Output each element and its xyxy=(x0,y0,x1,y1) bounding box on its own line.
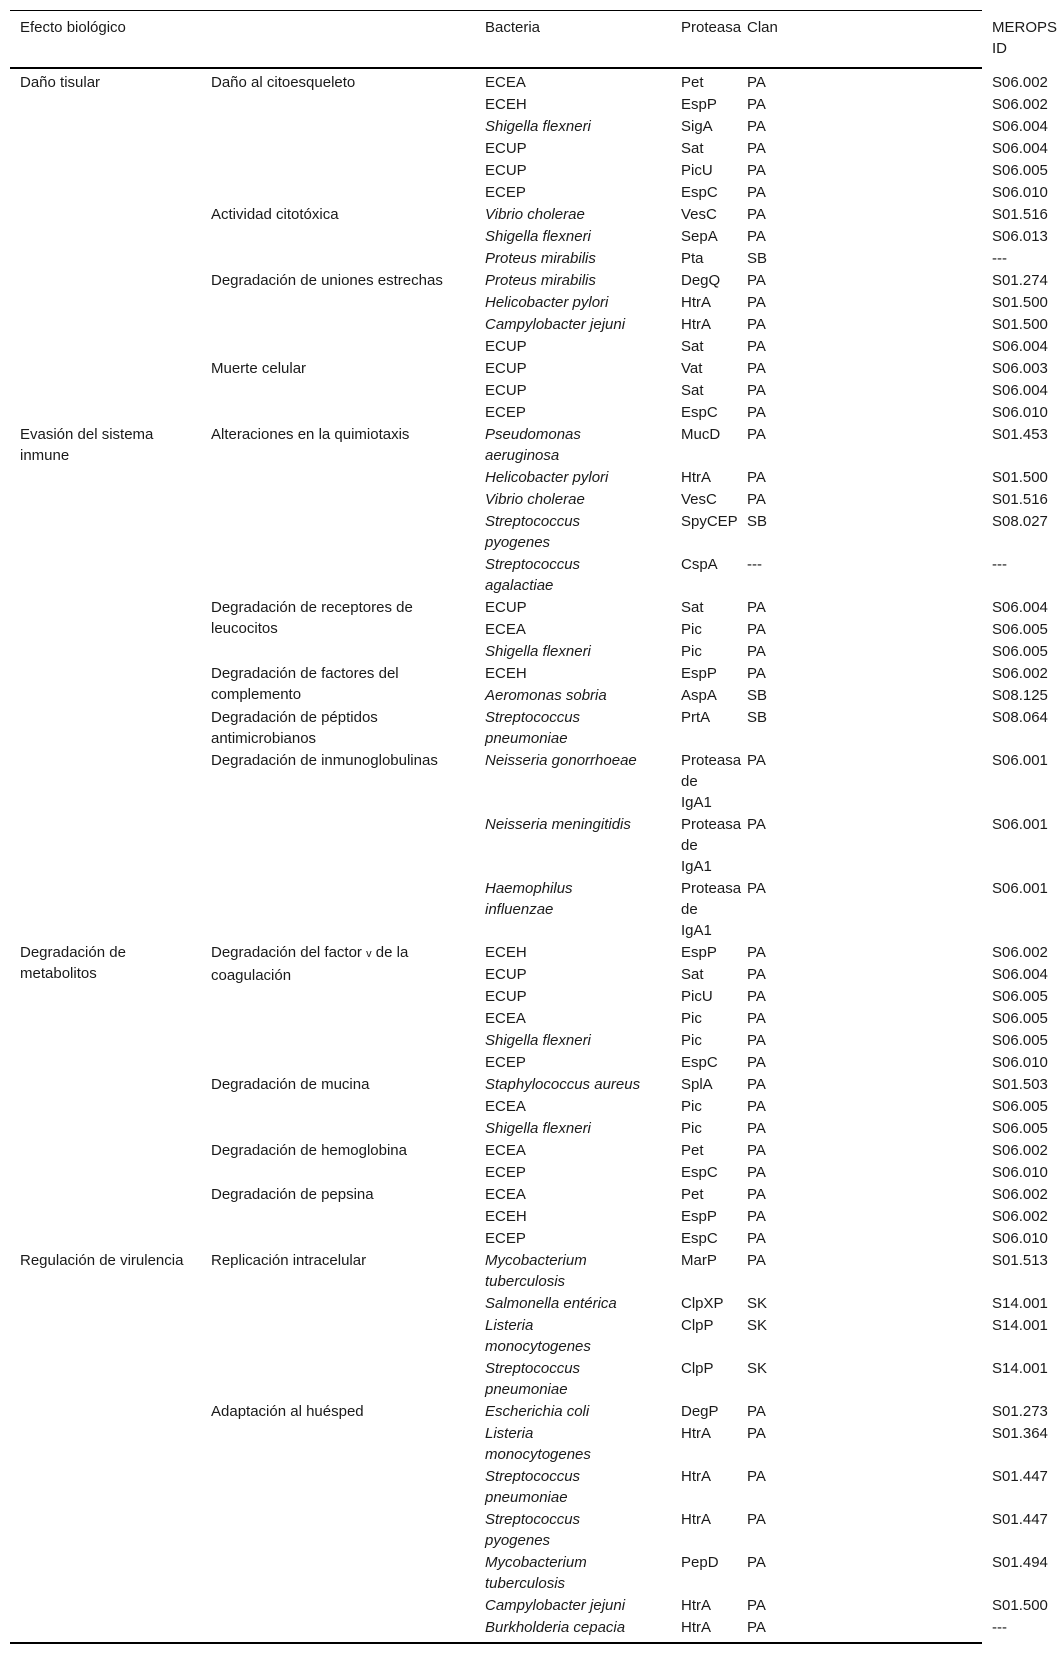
table-row: Listeria monocytogenes HtrA PA S01.364 xyxy=(10,1422,982,1465)
table-row: Degradación de uniones estrechas Proteus mirabilis DegQ PA S01.274 xyxy=(10,269,982,291)
bacteria-cell: ECUP xyxy=(485,162,527,179)
protease-cell: CspA xyxy=(681,556,718,573)
bacteria-cell: Shigella flexneri xyxy=(485,643,591,660)
clan-cell: PA xyxy=(747,1076,766,1093)
header-bacteria: Bacteria xyxy=(485,19,541,36)
protease-cell: Proteasa de IgA1 xyxy=(681,816,742,875)
bacteria-cell: Helicobacter pylori xyxy=(485,294,609,311)
protease-cell: Sat xyxy=(681,382,704,399)
clan-cell: PA xyxy=(747,382,766,399)
bacteria-cell: Mycobacterium tuberculosis xyxy=(485,1554,587,1592)
protease-cell: MucD xyxy=(681,426,721,443)
bacteria-cell: ECEH xyxy=(485,944,527,961)
bacteria-cell: ECEH xyxy=(485,665,527,682)
table-row: Helicobacter pylori HtrA PA S01.500 xyxy=(10,466,982,488)
protease-cell: Pic xyxy=(681,1010,702,1027)
table-row: ECEH EspP PA S06.002 xyxy=(10,93,982,115)
clan-cell: PA xyxy=(747,1403,766,1420)
protease-cell: SpyCEP xyxy=(681,513,738,530)
table-row: Degradación de factores del complemento ECEH EspP PA S06.002 xyxy=(10,662,982,684)
protease-cell: SplA xyxy=(681,1076,713,1093)
clan-cell: PA xyxy=(747,1032,766,1049)
table-row: Burkholderia cepacia HtrA PA --- xyxy=(10,1616,982,1643)
table-row: Actividad citotóxica Vibrio cholerae VesC PA S01.516 xyxy=(10,203,982,225)
protease-cell: Sat xyxy=(681,966,704,983)
clan-cell: SK xyxy=(747,1295,768,1312)
clan-cell: PA xyxy=(747,665,766,682)
table-row: ECEP EspC PA S06.010 xyxy=(10,1161,982,1183)
protease-cell: SepA xyxy=(681,228,718,245)
bacteria-cell: Streptococcus agalactiae xyxy=(485,556,581,594)
clan-cell: PA xyxy=(747,1164,766,1181)
bacteria-cell: ECEP xyxy=(485,1054,526,1071)
roman-numeral: v xyxy=(366,948,372,960)
sub-effect-cell: Degradación de hemoglobina xyxy=(211,1142,407,1159)
clan-cell: PA xyxy=(747,1186,766,1203)
table-row: Degradación de metabolitos Degradación del factor v de la coagulación ECEH EspP PA S06.002 xyxy=(10,941,982,963)
table-row: Streptococcus agalactiae CspA --- --- xyxy=(10,553,982,596)
bacteria-cell: Campylobacter jejuni xyxy=(485,316,626,333)
protease-cell: HtrA xyxy=(681,294,711,311)
protease-cell: Pic xyxy=(681,1032,702,1049)
bacteria-cell: Escherichia coli xyxy=(485,1403,590,1420)
bacteria-cell: Haemophilus influenzae xyxy=(485,880,573,918)
clan-cell: PA xyxy=(747,1098,766,1115)
protease-cell: MarP xyxy=(681,1252,717,1269)
bacteria-cell: ECEA xyxy=(485,1010,526,1027)
sub-effect-text: de la coagulación xyxy=(211,944,409,984)
header-effect: Efecto biológico xyxy=(20,19,126,36)
protease-cell: EspP xyxy=(681,1208,717,1225)
clan-cell: PA xyxy=(747,426,766,443)
bacteria-cell: Campylobacter jejuni xyxy=(485,1597,626,1614)
protease-cell: HtrA xyxy=(681,1619,711,1636)
table-row: Degradación de receptores de leucocitos ECUP Sat PA S06.004 xyxy=(10,596,982,618)
clan-cell: PA xyxy=(747,228,766,245)
bacteria-cell: Neisseria meningitidis xyxy=(485,816,631,833)
table-row: Shigella flexneri Pic PA S06.005 xyxy=(10,1117,982,1139)
bacteria-cell: Burkholderia cepacia xyxy=(485,1619,626,1636)
clan-cell: PA xyxy=(747,316,766,333)
table-row: Muerte celular ECUP Vat PA S06.003 xyxy=(10,357,982,379)
clan-cell: SB xyxy=(747,687,768,704)
clan-cell: PA xyxy=(747,966,766,983)
sub-effect-cell: Alteraciones en la quimiotaxis xyxy=(211,426,410,443)
sub-effect-cell: Muerte celular xyxy=(211,360,307,377)
bacteria-cell: Proteus mirabilis xyxy=(485,272,596,289)
protease-cell: Pet xyxy=(681,74,704,91)
table-row: Degradación de péptidos antimicrobianos Streptococcus pneumoniae PrtA SB S08.064 xyxy=(10,706,982,749)
clan-cell: PA xyxy=(747,1468,766,1485)
bacteria-cell: Neisseria gonorrhoeae xyxy=(485,752,637,769)
clan-cell: PA xyxy=(747,621,766,638)
protease-cell: Vat xyxy=(681,360,703,377)
table-row: ECEP EspC PA S06.010 xyxy=(10,1227,982,1249)
bacteria-cell: ECEA xyxy=(485,74,526,91)
header-sub-effect xyxy=(201,11,475,69)
table-row: Degradación de pepsina ECEA Pet PA S06.002 xyxy=(10,1183,982,1205)
protease-cell: EspC xyxy=(681,184,718,201)
bacteria-cell: Helicobacter pylori xyxy=(485,469,609,486)
effect-cell: Evasión del sistema inmune xyxy=(20,426,154,464)
bacteria-cell: Streptococcus pyogenes xyxy=(485,513,581,551)
bacteria-cell: ECEH xyxy=(485,96,527,113)
sub-effect-cell: Daño al citoesqueleto xyxy=(211,74,356,91)
clan-cell: PA xyxy=(747,96,766,113)
bacteria-cell: Vibrio cholerae xyxy=(485,206,585,223)
table-row: Daño tisular Daño al citoesqueleto ECEA Pet PA S06.002 xyxy=(10,68,982,93)
bacteria-cell: Proteus mirabilis xyxy=(485,250,596,267)
protease-cell: EspP xyxy=(681,665,717,682)
clan-cell: PA xyxy=(747,140,766,157)
clan-cell: PA xyxy=(747,184,766,201)
clan-cell: PA xyxy=(747,1597,766,1614)
protease-cell: Proteasa de IgA1 xyxy=(681,752,742,811)
bacteria-cell: Shigella flexneri xyxy=(485,228,591,245)
bacteria-cell: Staphylococcus aureus xyxy=(485,1076,641,1093)
table-row: Listeria monocytogenes ClpP SK S14.001 xyxy=(10,1314,982,1357)
bacteria-cell: ECUP xyxy=(485,966,527,983)
table-row: Streptococcus pneumoniae ClpP SK S14.001 xyxy=(10,1357,982,1400)
clan-cell: PA xyxy=(747,880,766,897)
clan-cell: PA xyxy=(747,338,766,355)
clan-cell: PA xyxy=(747,272,766,289)
sub-effect-cell: Degradación de mucina xyxy=(211,1076,370,1093)
clan-cell: PA xyxy=(747,1208,766,1225)
clan-cell: PA xyxy=(747,988,766,1005)
protease-cell: EspP xyxy=(681,944,717,961)
protease-cell: EspC xyxy=(681,1164,718,1181)
table-row: Degradación de mucina Staphylococcus aureus SplA PA S01.503 xyxy=(10,1073,982,1095)
table-row: Degradación de hemoglobina ECEA Pet PA S06.002 xyxy=(10,1139,982,1161)
bacteria-cell: Vibrio cholerae xyxy=(485,491,585,508)
protease-cell: PrtA xyxy=(681,709,711,726)
sub-effect-cell: Degradación de receptores de leucocitos xyxy=(211,599,413,637)
protease-cell: Pet xyxy=(681,1142,704,1159)
header-row xyxy=(10,11,982,69)
sub-effect-cell: Degradación de péptidos antimicrobianos xyxy=(211,709,378,747)
sub-effect-cell: Actividad citotóxica xyxy=(211,206,339,223)
bacteria-cell: Mycobacterium tuberculosis xyxy=(485,1252,587,1290)
protease-cell: HtrA xyxy=(681,1597,711,1614)
bacteria-cell: ECEA xyxy=(485,1098,526,1115)
bacteria-cell: Streptococcus pyogenes xyxy=(485,1511,581,1549)
protease-cell: HtrA xyxy=(681,469,711,486)
clan-cell: SB xyxy=(747,513,768,530)
protease-cell: HtrA xyxy=(681,316,711,333)
protease-cell: HtrA xyxy=(681,1511,711,1528)
effect-cell: Daño tisular xyxy=(20,74,101,91)
clan-cell: PA xyxy=(747,1230,766,1247)
table-row: Shigella flexneri Pic PA S06.005 xyxy=(10,1029,982,1051)
clan-cell: SK xyxy=(747,1360,768,1377)
clan-cell: PA xyxy=(747,162,766,179)
clan-cell: SB xyxy=(747,250,768,267)
header-protease: Proteasa xyxy=(681,19,742,36)
bacteria-cell: ECUP xyxy=(485,599,527,616)
bacteria-cell: ECEP xyxy=(485,1230,526,1247)
bacteria-cell: ECEP xyxy=(485,1164,526,1181)
bacteria-cell: Streptococcus pneumoniae xyxy=(485,709,581,747)
bacteria-cell: ECEH xyxy=(485,1208,527,1225)
bacteria-cell: ECUP xyxy=(485,382,527,399)
clan-cell: PA xyxy=(747,752,766,769)
clan-cell: PA xyxy=(747,1619,766,1636)
table-row: Helicobacter pylori HtrA PA S01.500 xyxy=(10,291,982,313)
clan-cell: PA xyxy=(747,599,766,616)
protease-cell: ClpP xyxy=(681,1360,714,1377)
clan-cell: PA xyxy=(747,294,766,311)
clan-cell: PA xyxy=(747,1142,766,1159)
sub-effect-cell: Degradación de factores del complemento xyxy=(211,665,399,703)
protease-cell: PepD xyxy=(681,1554,719,1571)
table-header xyxy=(10,11,1058,69)
sub-effect-text: Degradación del factor xyxy=(211,944,367,961)
bacteria-cell: Aeromonas sobria xyxy=(485,687,607,704)
protease-table-container xyxy=(10,10,1058,1644)
table-row: Shigella flexneri SigA PA S06.004 xyxy=(10,115,982,137)
protease-cell: EspP xyxy=(681,96,717,113)
protease-cell: VesC xyxy=(681,206,717,223)
bacteria-cell: ECEA xyxy=(485,1142,526,1159)
protease-cell: VesC xyxy=(681,491,717,508)
clan-cell: PA xyxy=(747,206,766,223)
effect-cell: Degradación de metabolitos xyxy=(20,944,126,982)
sub-effect-cell: Degradación de uniones estrechas xyxy=(211,272,443,289)
protease-cell: PicU xyxy=(681,988,713,1005)
protease-cell: SigA xyxy=(681,118,713,135)
bacteria-cell: ECEP xyxy=(485,184,526,201)
bacteria-cell: ECUP xyxy=(485,988,527,1005)
table-row: ECUP PicU PA S06.005 xyxy=(10,985,982,1007)
table-row: Campylobacter jejuni HtrA PA S01.500 xyxy=(10,313,982,335)
clan-cell: PA xyxy=(747,404,766,421)
protease-cell: Pta xyxy=(681,250,704,267)
protease-cell: EspC xyxy=(681,1054,718,1071)
clan-cell: PA xyxy=(747,1010,766,1027)
table-row: Shigella flexneri SepA PA S06.013 xyxy=(10,225,982,247)
table-row: ECEA Pic PA S06.005 xyxy=(10,618,982,640)
table-row: ECEH EspP PA S06.002 xyxy=(10,1205,982,1227)
protease-cell: DegQ xyxy=(681,272,721,289)
table-row: ECEP EspC PA S06.010 xyxy=(10,1051,982,1073)
clan-cell: PA xyxy=(747,643,766,660)
protease-cell: ClpP xyxy=(681,1317,714,1334)
bacteria-cell: Streptococcus pneumoniae xyxy=(485,1360,581,1398)
protease-cell: Sat xyxy=(681,338,704,355)
clan-cell: SK xyxy=(747,1317,768,1334)
table-row: Campylobacter jejuni HtrA PA S01.500 xyxy=(10,1594,982,1616)
bacteria-cell: ECUP xyxy=(485,338,527,355)
bacteria-cell: ECUP xyxy=(485,360,527,377)
protease-cell: Pic xyxy=(681,621,702,638)
sub-effect-cell: Degradación de pepsina xyxy=(211,1186,374,1203)
bacteria-cell: Shigella flexneri xyxy=(485,1032,591,1049)
protease-cell: Pic xyxy=(681,1120,702,1137)
table-row: ECUP Sat PA S06.004 xyxy=(10,379,982,401)
clan-cell: PA xyxy=(747,1054,766,1071)
clan-cell: PA xyxy=(747,1554,766,1571)
table-row: Regulación de virulencia Replicación intracelular Mycobacterium tuberculosis MarP PA S01.513 xyxy=(10,1249,982,1292)
table-row: ECEA Pic PA S06.005 xyxy=(10,1095,982,1117)
table-row: Neisseria meningitidis Proteasa de IgA1 PA S06.001 xyxy=(10,813,982,877)
table-row: Streptococcus pneumoniae HtrA PA S01.447 xyxy=(10,1465,982,1508)
protease-cell: HtrA xyxy=(681,1425,711,1442)
table-row: Streptococcus pyogenes SpyCEP SB S08.027 xyxy=(10,510,982,553)
table-row: Salmonella entérica ClpXP SK S14.001 xyxy=(10,1292,982,1314)
protease-cell: AspA xyxy=(681,687,717,704)
protease-cell: Sat xyxy=(681,599,704,616)
bacteria-cell: ECEA xyxy=(485,621,526,638)
table-row: Aeromonas sobria AspA SB S08.125 xyxy=(10,684,982,706)
protease-cell: Sat xyxy=(681,140,704,157)
bacteria-cell: Listeria monocytogenes xyxy=(485,1317,591,1355)
table-body xyxy=(10,68,1048,1643)
bacteria-cell: ECEA xyxy=(485,1186,526,1203)
table-row: Shigella flexneri Pic PA S06.005 xyxy=(10,640,982,662)
table-row: ECEP EspC PA S06.010 xyxy=(10,181,982,203)
table-row: Vibrio cholerae VesC PA S01.516 xyxy=(10,488,982,510)
clan-cell: SB xyxy=(747,709,768,726)
header-merops-label: MEROPS ID xyxy=(992,19,1058,57)
bacteria-cell: Shigella flexneri xyxy=(485,1120,591,1137)
table-row: Proteus mirabilis Pta SB --- xyxy=(10,247,982,269)
protease-cell: Proteasa de IgA1 xyxy=(681,880,742,939)
table-row: Evasión del sistema inmune Alteraciones en la quimiotaxis Pseudomonas aeruginosa MucD PA S01.453 xyxy=(10,423,982,466)
bacteria-cell: ECUP xyxy=(485,140,527,157)
table-row: Streptococcus pyogenes HtrA PA S01.447 xyxy=(10,1508,982,1551)
effect-cell: Regulación de virulencia xyxy=(20,1252,184,1269)
table-row: Haemophilus influenzae Proteasa de IgA1 PA S06.001 xyxy=(10,877,982,941)
protease-cell: Pic xyxy=(681,1098,702,1115)
bacteria-cell: Streptococcus pneumoniae xyxy=(485,1468,581,1506)
protease-cell: PicU xyxy=(681,162,713,179)
protease-cell: EspC xyxy=(681,1230,718,1247)
clan-cell: PA xyxy=(747,491,766,508)
protease-table xyxy=(10,10,1058,1644)
clan-cell: PA xyxy=(747,944,766,961)
table-row: ECEA Pic PA S06.005 xyxy=(10,1007,982,1029)
clan-cell: PA xyxy=(747,1120,766,1137)
bacteria-cell: Pseudomonas aeruginosa xyxy=(485,426,581,464)
table-row: ECUP Sat PA S06.004 xyxy=(10,137,982,159)
clan-cell: PA xyxy=(747,816,766,833)
sub-effect-cell: Replicación intracelular xyxy=(211,1252,367,1269)
bacteria-cell: Shigella flexneri xyxy=(485,118,591,135)
clan-cell: PA xyxy=(747,469,766,486)
clan-cell: PA xyxy=(747,1425,766,1442)
clan-cell: PA xyxy=(747,118,766,135)
table-row: Mycobacterium tuberculosis PepD PA S01.494 xyxy=(10,1551,982,1594)
sub-effect-cell: Adaptación al huésped xyxy=(211,1403,364,1420)
protease-cell: EspC xyxy=(681,404,718,421)
table-row: Degradación de inmunoglobulinas Neisseria gonorrhoeae Proteasa de IgA1 PA S06.001 xyxy=(10,749,982,813)
table-row: ECUP Sat PA S06.004 xyxy=(10,335,982,357)
protease-cell: Pic xyxy=(681,643,702,660)
clan-cell: PA xyxy=(747,360,766,377)
bacteria-cell: Listeria monocytogenes xyxy=(485,1425,591,1463)
clan-cell: PA xyxy=(747,1252,766,1269)
table-row: ECUP Sat PA S06.004 xyxy=(10,963,982,985)
protease-cell: DegP xyxy=(681,1403,719,1420)
table-row: ECUP PicU PA S06.005 xyxy=(10,159,982,181)
sub-effect-cell: Degradación de inmunoglobulinas xyxy=(211,752,438,769)
bacteria-cell: Salmonella entérica xyxy=(485,1295,617,1312)
bacteria-cell: ECEP xyxy=(485,404,526,421)
sub-effect-cell xyxy=(201,941,475,1073)
table-row: Adaptación al huésped Escherichia coli DegP PA S01.273 xyxy=(10,1400,982,1422)
protease-cell: ClpXP xyxy=(681,1295,724,1312)
protease-cell: HtrA xyxy=(681,1468,711,1485)
table-row: ECEP EspC PA S06.010 xyxy=(10,401,982,423)
header-clan: Clan xyxy=(747,19,778,36)
clan-cell: PA xyxy=(747,1511,766,1528)
clan-cell: --- xyxy=(747,556,762,573)
clan-cell: PA xyxy=(747,74,766,91)
protease-cell: Pet xyxy=(681,1186,704,1203)
